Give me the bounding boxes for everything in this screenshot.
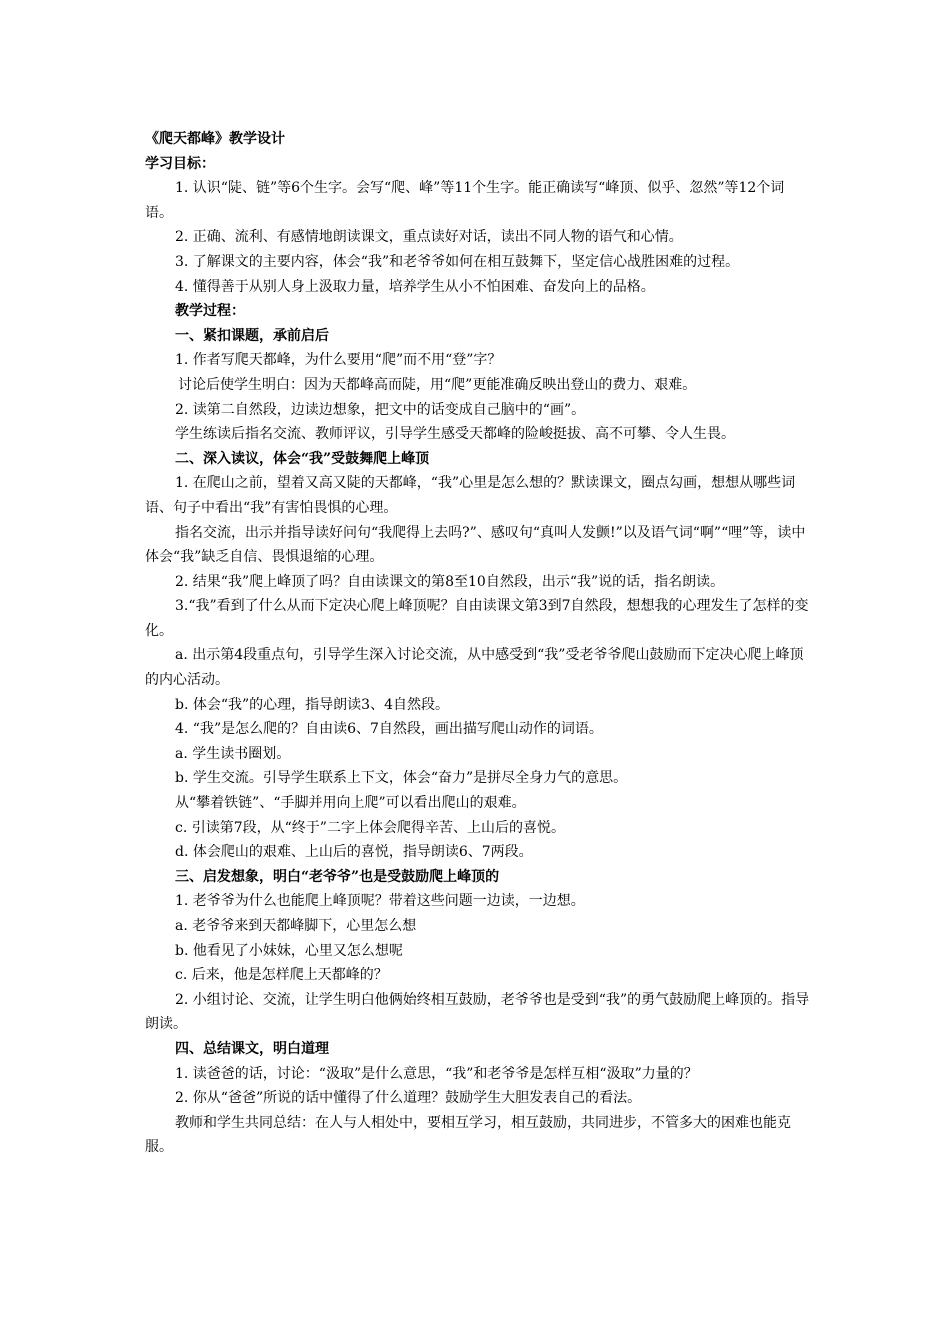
goal-item: 2. 正确、流利、有感情地朗读课文，重点读好对话，读出不同人物的语气和心情。 [175, 229, 683, 246]
goal-item: 3. 了解课文的主要内容，体会“我”和老爷爷如何在相互鼓舞下，坚定信心战胜困难的过程。 [175, 253, 740, 270]
paragraph: b. 学生交流。引导学生联系上下文，体会“奋力”是拼尽全身力气的意思。 [175, 770, 628, 787]
paragraph: 1. 作者写爬天都峰，为什么要用“爬”而不用“登”字？ [175, 352, 502, 369]
paragraph: a. 学生读书圈划。 [175, 745, 291, 762]
section-heading: 四、总结课文，明白道理 [175, 1040, 329, 1057]
paragraph: 1. 在爬山之前，望着又高又陡的天都峰，“我”心里是怎么想的？默读课文，圈点勾画，想想从哪些词语、句子中看出“我”有害怕畏惧的心理。 [145, 475, 796, 516]
paragraph: 学生练读后指名交流、教师评议，引导学生感受天都峰的险峻挺拔、高不可攀、令人生畏。 [175, 426, 735, 443]
paragraph: b. 体会“我”的心理，指导朗读3、4自然段。 [175, 696, 449, 713]
document-body [145, 127, 810, 1160]
process-heading: 教学过程： [175, 303, 245, 320]
paragraph: 2. 你从“爸爸”所说的话中懂得了什么道理？鼓励学生大胆发表自己的看法。 [175, 1090, 642, 1107]
section-heading: 二、深入读议，体会“我”受鼓舞爬上峰顶 [175, 450, 430, 467]
section-heading: 一、紧扣课题，承前启后 [175, 327, 329, 344]
paragraph: a. 出示第4段重点句，引导学生深入讨论交流，从中感受到“我”受老爷爷爬山鼓励而下定决心爬上峰顶的内心活动。 [145, 647, 804, 689]
goals-heading: 学习目标： [145, 155, 215, 172]
paragraph: 2. 小组讨论、交流，让学生明白他俩始终相互鼓励，老爷爷也是受到“我”的勇气鼓励爬上峰顶的。指导朗读。 [145, 991, 810, 1033]
paragraph: 指名交流，出示并指导读好问句“我爬得上去吗?”、感叹句“真叫人发颤!”以及语气词“啊”“哩”等，读中体会“我”缺乏自信、畏惧退缩的心理。 [145, 524, 806, 566]
section-heading: 三、启发想象，明白“老爷爷”也是受鼓励爬上峰顶的 [175, 868, 500, 885]
paragraph: c. 后来，他是怎样爬上天都峰的？ [175, 967, 388, 984]
document-title: 《爬天都峰》教学设计 [145, 131, 285, 147]
paragraph: 讨论后使学生明白：因为天都峰高而陡，用“爬”更能准确反映出登山的费力、艰难。 [178, 376, 697, 393]
goal-item: 4. 懂得善于从别人身上汲取力量，培养学生从小不怕困难、奋发向上的品格。 [175, 278, 655, 295]
paragraph: c. 引读第7段，从“终于”二字上体会爬得辛苦、上山后的喜悦。 [175, 819, 565, 836]
paragraph: 4. “我”是怎么爬的？自由读6、7自然段，画出描写爬山动作的词语。 [175, 721, 603, 738]
paragraph: a. 老爷爷来到天都峰脚下，心里怎么想 [175, 918, 417, 934]
paragraph: 3.“我”看到了什么从而下定决心爬上峰顶呢？自由读课文第3到7自然段，想想我的心理发生了怎样的变化。 [145, 598, 809, 639]
paragraph: 1. 读爸爸的话，讨论：“汲取”是什么意思，“我”和老爷爷是怎样互相“汲取”力量的？ [175, 1065, 698, 1082]
goal-item: 1. 认识“陡、链”等6个生字。会写“爬、峰”等11个生字。能正确读写“峰顶、似乎、忽然”等12个词语。 [145, 180, 785, 221]
paragraph: b. 他看见了小妹妹，心里又怎么想呢 [175, 942, 403, 959]
paragraph: 2. 读第二自然段，边读边想象，把文中的话变成自己脑中的“画”。 [175, 401, 586, 418]
paragraph: 2. 结果“我”爬上峰顶了吗？自由读课文的第8至10自然段，出示“我”说的话，指名朗读。 [175, 573, 725, 590]
paragraph: d. 体会爬山的艰难、上山后的喜悦，指导朗读6、7两段。 [175, 844, 533, 861]
paragraph: 1. 老爷爷为什么也能爬上峰顶呢？带着这些问题一边读，一边想。 [175, 893, 585, 910]
paragraph: 从“攀着铁链”、“手脚并用向上爬”可以看出爬山的艰难。 [175, 795, 526, 812]
paragraph: 教师和学生共同总结：在人与人相处中，要相互学习，相互鼓励，共同进步，不管多大的困难也能克服。 [145, 1114, 791, 1156]
